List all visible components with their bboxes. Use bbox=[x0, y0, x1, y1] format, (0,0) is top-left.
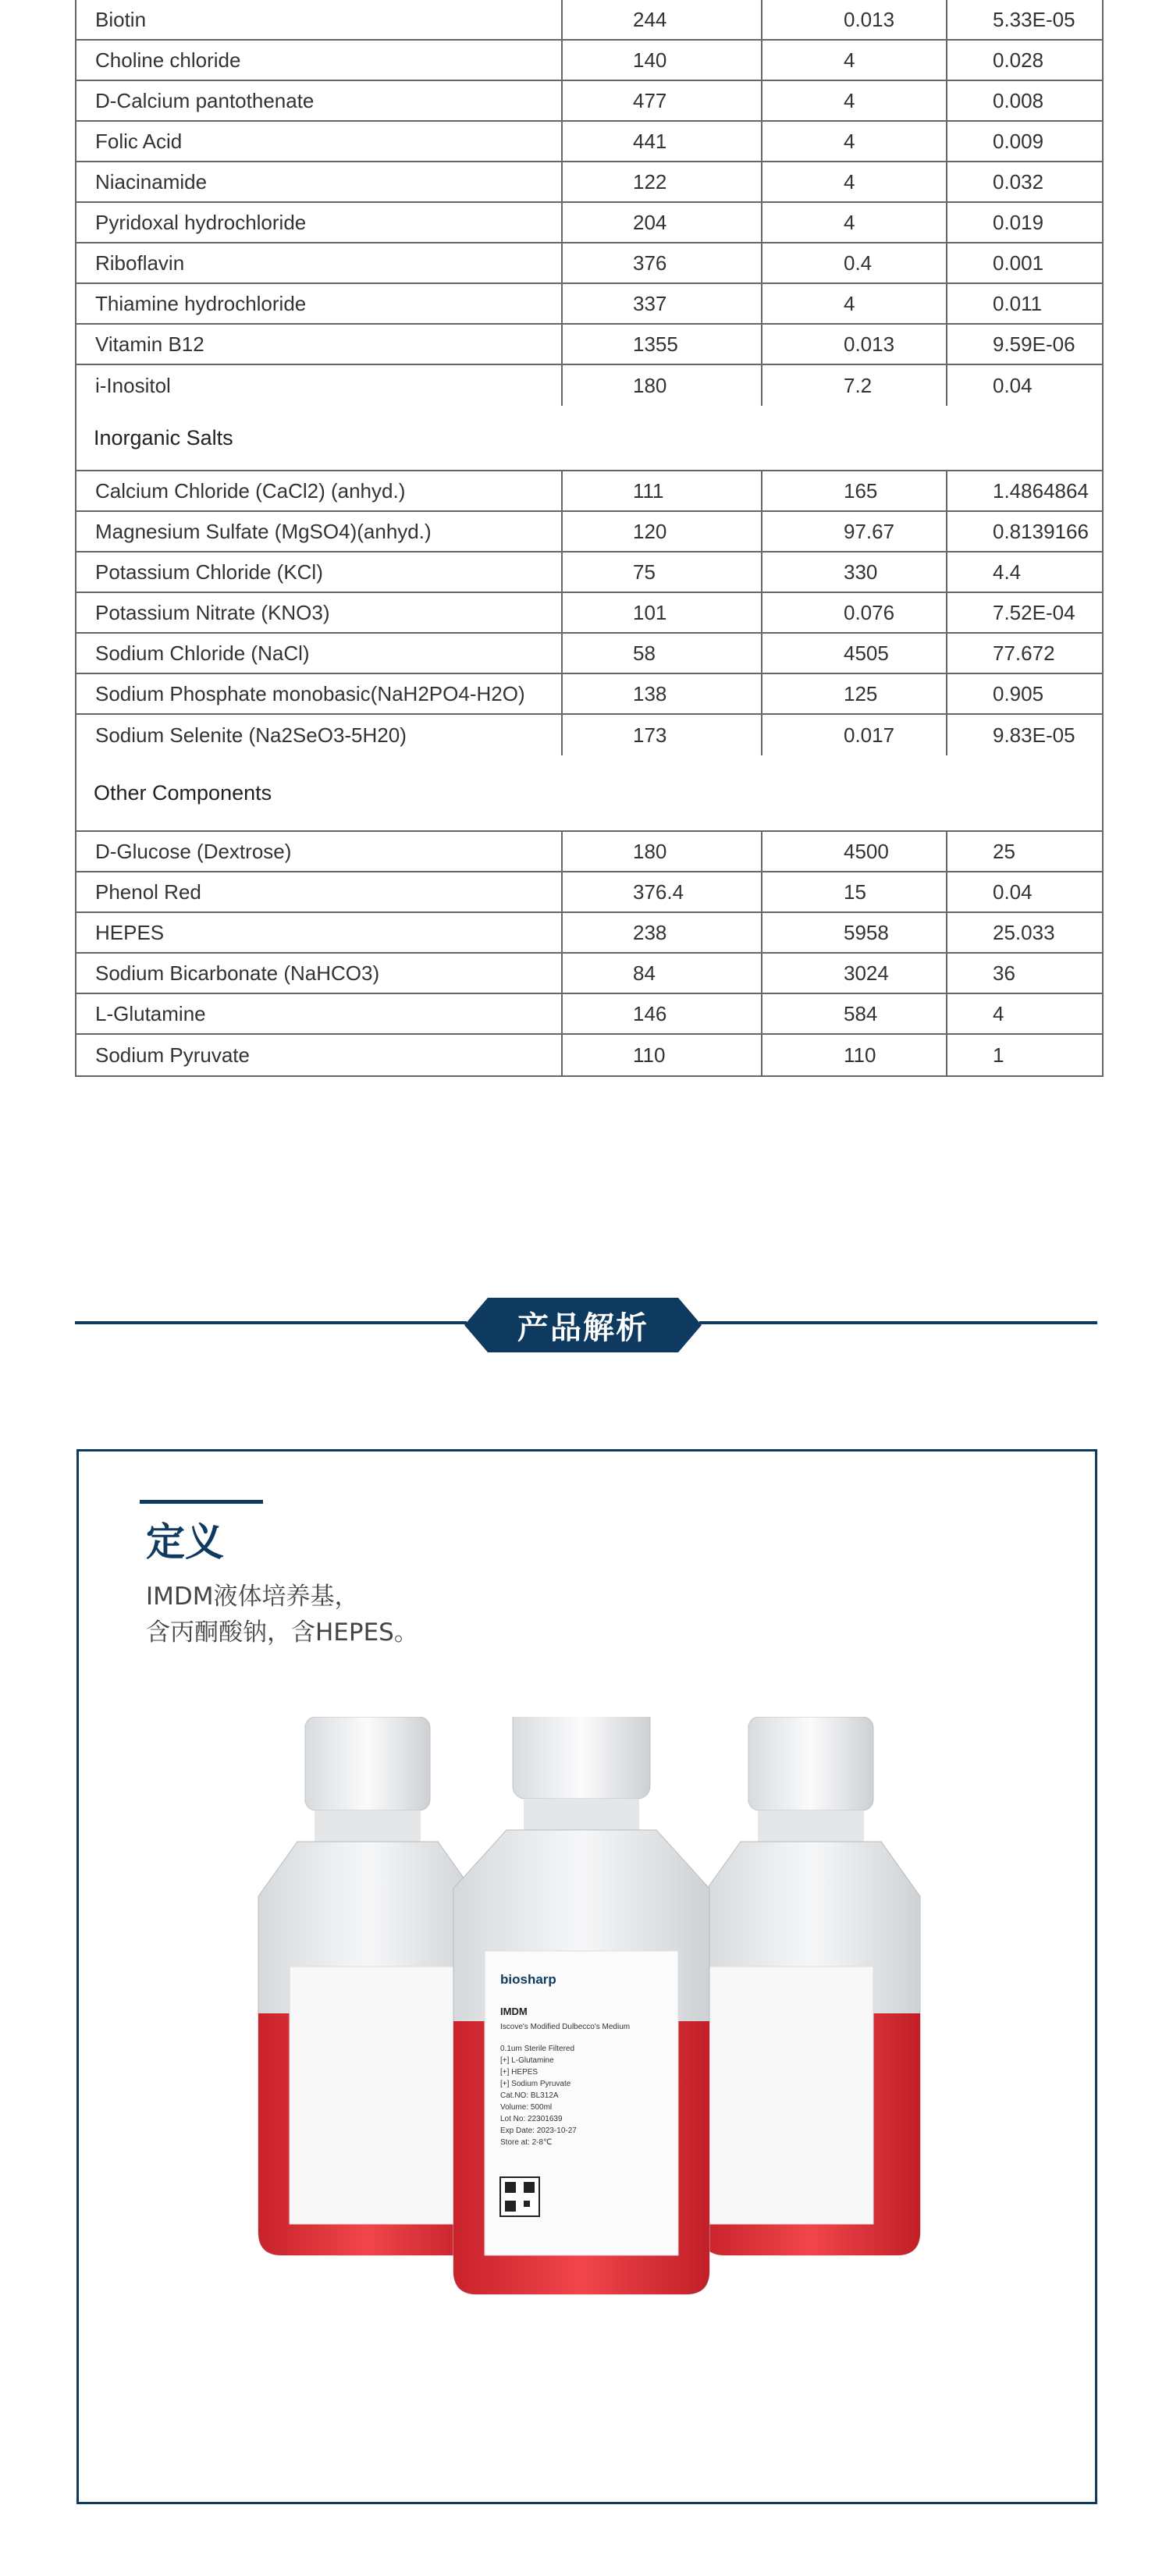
molecular-weight: 1355 bbox=[563, 325, 762, 364]
concentration-mm: 1.4864864 bbox=[993, 478, 1089, 503]
bottle-center bbox=[453, 1717, 709, 2294]
molecular-weight: 75 bbox=[563, 553, 762, 592]
table-row bbox=[76, 0, 1102, 41]
table-row bbox=[76, 674, 1102, 715]
molecular-weight: 110 bbox=[563, 1035, 762, 1075]
concentration-mg-l: 4 bbox=[762, 284, 947, 323]
component-name: Pyridoxal hydrochloride bbox=[76, 203, 563, 242]
table-row bbox=[76, 162, 1102, 203]
molecular-weight: 138 bbox=[563, 674, 762, 713]
concentration-mm: 0.009 bbox=[993, 129, 1044, 153]
concentration-mg-l: 3024 bbox=[762, 954, 947, 993]
concentration-mg-l: 584 bbox=[762, 994, 947, 1033]
table-row bbox=[76, 634, 1102, 674]
molecular-weight: 441 bbox=[563, 122, 762, 161]
table-row bbox=[76, 512, 1102, 553]
molecular-weight: 122 bbox=[563, 162, 762, 201]
table-row bbox=[76, 553, 1102, 593]
definition-line-2: 含丙酮酸钠，含HEPES。 bbox=[146, 1618, 418, 1647]
molecular-weight: 120 bbox=[563, 512, 762, 551]
table-row bbox=[76, 832, 1102, 872]
label-line: 0.1um Sterile Filtered bbox=[500, 2045, 575, 2053]
table-row bbox=[76, 872, 1102, 913]
concentration-mm: 5.33E-05 bbox=[993, 7, 1075, 31]
molecular-weight: 238 bbox=[563, 913, 762, 952]
section-badge bbox=[464, 1298, 702, 1352]
table-row bbox=[76, 81, 1102, 122]
component-name: D-Calcium pantothenate bbox=[76, 81, 563, 120]
concentration-mm: 36 bbox=[993, 961, 1015, 985]
table-row bbox=[76, 325, 1102, 365]
concentration-mm: 25.033 bbox=[993, 920, 1055, 944]
table-row bbox=[76, 41, 1102, 81]
component-name: Phenol Red bbox=[76, 872, 563, 911]
definition-accent-bar bbox=[140, 1500, 263, 1504]
molecular-weight: 84 bbox=[563, 954, 762, 993]
component-name: Sodium Phosphate monobasic(NaH2PO4-H2O) bbox=[76, 674, 563, 713]
concentration-mg-l: 15 bbox=[762, 872, 947, 911]
molecular-weight: 376.4 bbox=[563, 872, 762, 911]
concentration-mg-l: 4505 bbox=[762, 634, 947, 673]
table-row bbox=[76, 471, 1102, 512]
concentration-mm: 0.905 bbox=[993, 681, 1044, 705]
label-line: [+] HEPES bbox=[500, 2068, 539, 2077]
section-title-inorganic: Inorganic Salts bbox=[94, 425, 233, 449]
label-line: Lot No: 22301639 bbox=[500, 2115, 563, 2123]
molecular-weight: 140 bbox=[563, 41, 762, 80]
concentration-mm: 4.4 bbox=[993, 560, 1022, 584]
concentration-mg-l: 4500 bbox=[762, 832, 947, 871]
concentration-mg-l: 7.2 bbox=[762, 365, 947, 406]
component-name: HEPES bbox=[76, 913, 563, 952]
concentration-mg-l: 4 bbox=[762, 81, 947, 120]
label-fullname: Iscove's Modified Dulbecco's Medium bbox=[500, 2023, 631, 2031]
concentration-mg-l: 0.013 bbox=[762, 0, 947, 39]
component-name: Sodium Selenite (Na2SeO3-5H20) bbox=[76, 715, 563, 755]
molecular-weight: 244 bbox=[563, 0, 762, 39]
table-row bbox=[76, 715, 1102, 755]
molecular-weight: 477 bbox=[563, 81, 762, 120]
component-name: Potassium Chloride (KCl) bbox=[76, 553, 563, 592]
molecular-weight: 101 bbox=[563, 593, 762, 632]
concentration-mm: 4 bbox=[993, 1001, 1004, 1025]
concentration-mg-l: 0.017 bbox=[762, 715, 947, 755]
concentration-mg-l: 4 bbox=[762, 162, 947, 201]
molecular-weight: 111 bbox=[563, 471, 762, 510]
molecular-weight: 58 bbox=[563, 634, 762, 673]
table-row bbox=[76, 284, 1102, 325]
concentration-mg-l: 4 bbox=[762, 41, 947, 80]
component-name: L-Glutamine bbox=[76, 994, 563, 1033]
component-name: Niacinamide bbox=[76, 162, 563, 201]
component-name: Sodium Pyruvate bbox=[76, 1035, 563, 1075]
component-name: Magnesium Sulfate (MgSO4)(anhyd.) bbox=[76, 512, 563, 551]
concentration-mm: 0.04 bbox=[993, 879, 1033, 904]
section-title-other: Other Components bbox=[94, 780, 272, 805]
concentration-mg-l: 0.013 bbox=[762, 325, 947, 364]
concentration-mg-l: 97.67 bbox=[762, 512, 947, 551]
component-name: Sodium Chloride (NaCl) bbox=[76, 634, 563, 673]
concentration-mm: 9.59E-06 bbox=[993, 332, 1075, 356]
concentration-mg-l: 4 bbox=[762, 203, 947, 242]
molecular-weight: 146 bbox=[563, 994, 762, 1033]
bottle-left bbox=[258, 1717, 477, 2255]
label-line: [+] L-Glutamine bbox=[500, 2056, 554, 2065]
concentration-mm: 0.011 bbox=[993, 291, 1043, 315]
concentration-mm: 0.008 bbox=[993, 88, 1044, 112]
table-row bbox=[76, 122, 1102, 162]
component-name: Choline chloride bbox=[76, 41, 563, 80]
concentration-mg-l: 125 bbox=[762, 674, 947, 713]
component-name: Folic Acid bbox=[76, 122, 563, 161]
concentration-mm: 0.04 bbox=[993, 373, 1033, 397]
concentration-mm: 0.8139166 bbox=[993, 519, 1089, 543]
concentration-mm: 0.019 bbox=[993, 210, 1044, 234]
definition-line-1: IMDM液体培养基， bbox=[146, 1583, 359, 1611]
component-name: Thiamine hydrochloride bbox=[76, 284, 563, 323]
divider-right bbox=[699, 1321, 1097, 1324]
component-name: i-Inositol bbox=[76, 365, 563, 406]
concentration-mg-l: 0.076 bbox=[762, 593, 947, 632]
molecular-weight: 180 bbox=[563, 365, 762, 406]
concentration-mm: 9.83E-05 bbox=[993, 723, 1075, 747]
concentration-mm: 25 bbox=[993, 839, 1015, 863]
concentration-mg-l: 165 bbox=[762, 471, 947, 510]
divider-left bbox=[75, 1321, 467, 1324]
component-name: Biotin bbox=[76, 0, 563, 39]
molecular-weight: 173 bbox=[563, 715, 762, 755]
label-line: Exp Date: 2023-10-27 bbox=[500, 2127, 577, 2135]
component-name: Potassium Nitrate (KNO3) bbox=[76, 593, 563, 632]
component-name: Calcium Chloride (CaCl2) (anhyd.) bbox=[76, 471, 563, 510]
concentration-mm: 7.52E-04 bbox=[993, 600, 1075, 624]
concentration-mm: 0.032 bbox=[993, 169, 1044, 194]
composition-table bbox=[75, 0, 1104, 1077]
component-name: D-Glucose (Dextrose) bbox=[76, 832, 563, 871]
table-row bbox=[76, 593, 1102, 634]
table-row bbox=[76, 954, 1102, 994]
table-row bbox=[76, 1035, 1102, 1075]
concentration-mm: 0.028 bbox=[993, 48, 1044, 72]
label-brand: biosharp bbox=[500, 1972, 556, 1987]
molecular-weight: 337 bbox=[563, 284, 762, 323]
table-row bbox=[76, 203, 1102, 243]
section-badge-label: 产品解析 bbox=[517, 1309, 649, 1346]
component-name: Vitamin B12 bbox=[76, 325, 563, 364]
molecular-weight: 180 bbox=[563, 832, 762, 871]
concentration-mg-l: 4 bbox=[762, 122, 947, 161]
label-line: Store at: 2-8℃ bbox=[500, 2138, 553, 2147]
table-row bbox=[76, 994, 1102, 1035]
table-row bbox=[76, 243, 1102, 284]
product-bottles-image bbox=[79, 1717, 1100, 2357]
definition-title: 定义 bbox=[146, 1519, 224, 1565]
bottle-right bbox=[702, 1717, 920, 2255]
label-line: Cat.NO: BL312A bbox=[500, 2091, 559, 2100]
component-name: Riboflavin bbox=[76, 243, 563, 282]
molecular-weight: 376 bbox=[563, 243, 762, 282]
concentration-mg-l: 0.4 bbox=[762, 243, 947, 282]
concentration-mm: 77.672 bbox=[993, 641, 1055, 665]
table-row bbox=[76, 365, 1102, 406]
definition-panel bbox=[76, 1449, 1097, 2504]
concentration-mg-l: 5958 bbox=[762, 913, 947, 952]
label-product: IMDM bbox=[500, 2006, 528, 2017]
label-line: Volume: 500ml bbox=[500, 2103, 553, 2112]
label-line: [+] Sodium Pyruvate bbox=[500, 2080, 571, 2088]
concentration-mg-l: 110 bbox=[762, 1035, 947, 1075]
molecular-weight: 204 bbox=[563, 203, 762, 242]
component-name: Sodium Bicarbonate (NaHCO3) bbox=[76, 954, 563, 993]
section-row-inorganic bbox=[76, 406, 1102, 471]
concentration-mg-l: 330 bbox=[762, 553, 947, 592]
concentration-mm: 0.001 bbox=[993, 250, 1044, 275]
table-row bbox=[76, 913, 1102, 954]
concentration-mm: 1 bbox=[993, 1043, 1004, 1067]
section-row-other bbox=[76, 755, 1102, 832]
